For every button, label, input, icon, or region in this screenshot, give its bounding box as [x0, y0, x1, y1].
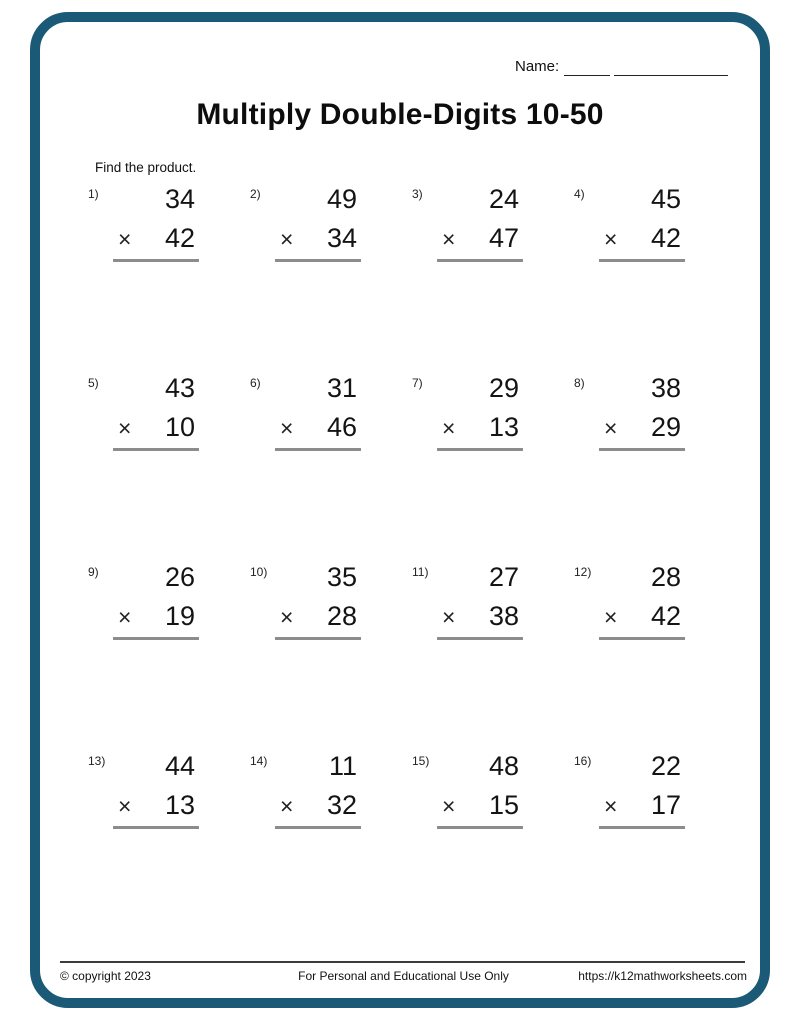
copyright-text: © copyright 2023 [60, 969, 151, 983]
problem [412, 373, 574, 562]
multiplicand: 27 [488, 562, 519, 592]
multiply-icon: × [280, 415, 294, 441]
answer-line [113, 448, 199, 451]
name-label: Name: [515, 58, 560, 75]
answer-line [275, 448, 361, 451]
multiply-icon: × [280, 226, 294, 252]
multiply-icon: × [604, 415, 618, 441]
multiplicand: 31 [326, 373, 357, 403]
problem-number: 10) [250, 565, 268, 579]
problem-number: 13) [88, 754, 106, 768]
problem-body [280, 751, 357, 829]
problems-grid [88, 184, 736, 940]
multiplicand: 22 [650, 751, 681, 781]
multiplicand: 26 [164, 562, 195, 592]
usage-text: For Personal and Educational Use Only [298, 969, 509, 983]
multiply-icon: × [604, 226, 618, 252]
name-field [515, 58, 728, 76]
multiplier: 10 [164, 412, 195, 442]
answer-line [113, 637, 199, 640]
problem-body [604, 562, 681, 640]
multiplier: 19 [164, 601, 195, 631]
name-blank-line [564, 59, 610, 76]
problem [88, 373, 250, 562]
answer-line [437, 448, 523, 451]
problem-number: 9) [88, 565, 99, 579]
multiply-icon: × [118, 604, 132, 630]
multiplicand: 45 [650, 184, 681, 214]
problem-body [442, 184, 519, 262]
multiplier: 13 [164, 790, 195, 820]
problem-number: 6) [250, 376, 261, 390]
problem [88, 751, 250, 940]
problem-body [442, 562, 519, 640]
multiply-icon: × [280, 604, 294, 630]
multiplier: 15 [488, 790, 519, 820]
problem-body [442, 373, 519, 451]
problem-number: 8) [574, 376, 585, 390]
multiplier: 34 [326, 223, 357, 253]
multiplicand: 38 [650, 373, 681, 403]
footer [60, 969, 747, 983]
multiply-icon: × [442, 226, 456, 252]
multiplicand: 44 [164, 751, 195, 781]
problem [88, 184, 250, 373]
problem-body [280, 184, 357, 262]
multiplicand: 29 [488, 373, 519, 403]
problem-body [442, 751, 519, 829]
multiplier: 42 [164, 223, 195, 253]
footer-divider [60, 961, 745, 963]
multiplier: 42 [650, 223, 681, 253]
problem [250, 373, 412, 562]
problem-number: 1) [88, 187, 99, 201]
answer-line [599, 448, 685, 451]
multiplicand: 28 [650, 562, 681, 592]
problem-number: 2) [250, 187, 261, 201]
name-blank-line [614, 59, 728, 76]
multiply-icon: × [604, 793, 618, 819]
problem-number: 4) [574, 187, 585, 201]
answer-line [599, 826, 685, 829]
multiply-icon: × [442, 793, 456, 819]
multiply-icon: × [442, 604, 456, 630]
problem-body [118, 751, 195, 829]
problem-body [118, 562, 195, 640]
answer-line [437, 637, 523, 640]
multiplier: 28 [326, 601, 357, 631]
multiplicand: 11 [328, 751, 357, 781]
problem-body [280, 562, 357, 640]
problem [574, 184, 736, 373]
problem [574, 373, 736, 562]
multiply-icon: × [604, 604, 618, 630]
multiply-icon: × [118, 415, 132, 441]
problem-body [604, 184, 681, 262]
multiplicand: 49 [326, 184, 357, 214]
problem-number: 7) [412, 376, 423, 390]
page-title: Multiply Double-Digits 10-50 [196, 98, 604, 131]
problem [412, 562, 574, 751]
multiply-icon: × [118, 226, 132, 252]
multiplier: 46 [326, 412, 357, 442]
multiplicand: 35 [326, 562, 357, 592]
problem [574, 562, 736, 751]
problem-number: 3) [412, 187, 423, 201]
answer-line [275, 826, 361, 829]
problem-body [604, 373, 681, 451]
problem [412, 751, 574, 940]
answer-line [113, 826, 199, 829]
multiply-icon: × [118, 793, 132, 819]
multiply-icon: × [442, 415, 456, 441]
answer-line [275, 637, 361, 640]
website-url: https://k12mathworksheets.com [578, 969, 747, 983]
problem [88, 562, 250, 751]
multiplier: 38 [488, 601, 519, 631]
answer-line [599, 259, 685, 262]
answer-line [437, 826, 523, 829]
answer-line [275, 259, 361, 262]
problem-number: 14) [250, 754, 268, 768]
problem-body [118, 184, 195, 262]
problem [412, 184, 574, 373]
multiplicand: 34 [164, 184, 195, 214]
problem-body [280, 373, 357, 451]
problem-number: 16) [574, 754, 592, 768]
problem-number: 12) [574, 565, 592, 579]
multiplier: 29 [650, 412, 681, 442]
multiplicand: 24 [488, 184, 519, 214]
problem-body [604, 751, 681, 829]
instruction-text: Find the product. [95, 160, 197, 175]
multiplier: 47 [488, 223, 519, 253]
answer-line [599, 637, 685, 640]
multiplicand: 43 [164, 373, 195, 403]
problem [250, 184, 412, 373]
problem-body [118, 373, 195, 451]
multiplier: 42 [650, 601, 681, 631]
answer-line [113, 259, 199, 262]
multiplier: 17 [650, 790, 681, 820]
problem [574, 751, 736, 940]
problem-number: 5) [88, 376, 99, 390]
problem-number: 11) [412, 565, 429, 579]
multiplier: 13 [488, 412, 519, 442]
problem [250, 562, 412, 751]
problem [250, 751, 412, 940]
multiplicand: 48 [488, 751, 519, 781]
answer-line [437, 259, 523, 262]
multiply-icon: × [280, 793, 294, 819]
problem-number: 15) [412, 754, 430, 768]
multiplier: 32 [326, 790, 357, 820]
